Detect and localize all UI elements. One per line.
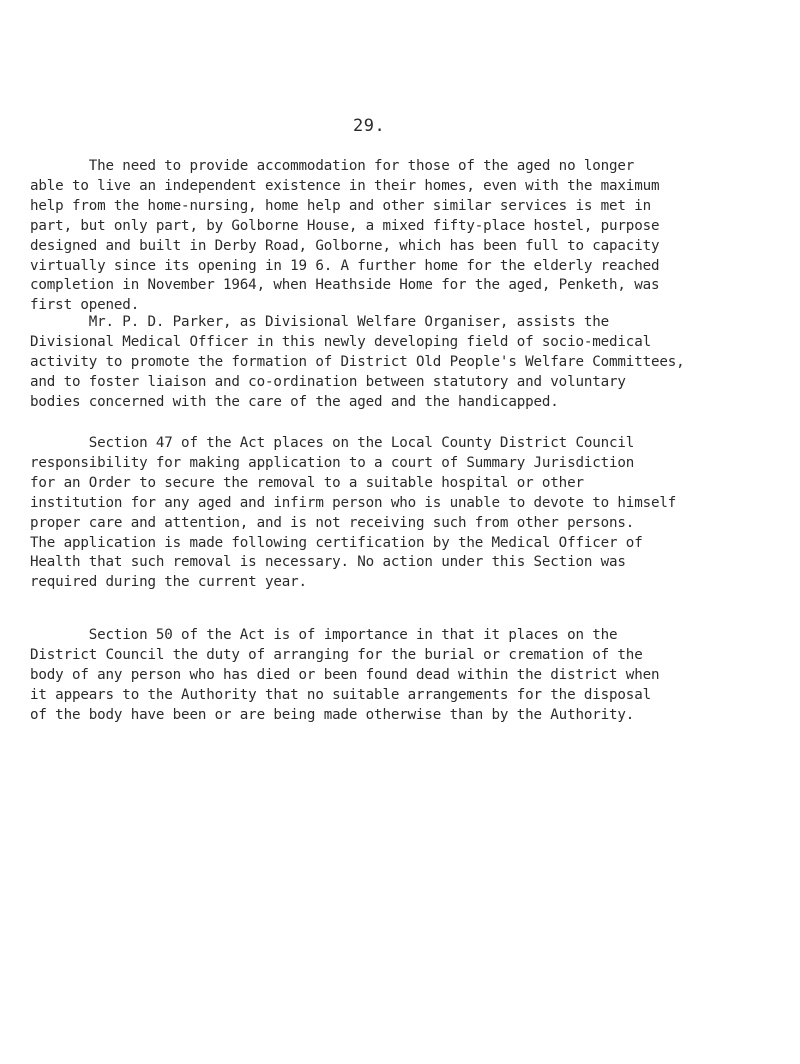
text-line: completion in November 1964, when Heathside Home for the aged, Penketh, was (30, 277, 660, 294)
text-line: of the body have been or are being made otherwise than by the Authority. (30, 706, 635, 723)
text-line: part, but only part, by Golborne House, a mixed fifty-place hostel, purpose (30, 217, 660, 234)
text-line: Mr. P. D. Parker, as Divisional Welfare Organiser, assists the (30, 314, 610, 330)
text-line: able to live an independent existence in their homes, even with the maximum (30, 177, 660, 194)
paragraph-section-50 (30, 626, 790, 726)
text-line: body of any person who has died or been found dead within the district when (30, 666, 660, 683)
text-line: required during the current year. (30, 574, 307, 591)
text-line: Section 47 of the Act places on the Local County District Council (30, 435, 635, 451)
text-line: activity to promote the formation of District Old People's Welfare Committees, (30, 353, 685, 370)
text-line: The application is made following certification by the Medical Officer of (30, 534, 643, 551)
paragraph-section-47 (30, 434, 790, 593)
text-line: for an Order to secure the removal to a suitable hospital or other (30, 474, 584, 491)
text-line: The need to provide accommodation for those of the aged no longer (30, 158, 635, 174)
page-number: 29. (353, 116, 386, 136)
text-line: and to foster liaison and co-ordination between statutory and voluntary (30, 373, 626, 390)
text-line: bodies concerned with the care of the aged and the handicapped. (30, 393, 559, 410)
text-line: it appears to the Authority that no suitable arrangements for the disposal (30, 686, 651, 703)
text-line: institution for any aged and infirm person who is unable to devote to himself (30, 494, 677, 511)
text-line: proper care and attention, and is not receiving such from other persons. (30, 514, 635, 531)
text-line: Divisional Medical Officer in this newly developing field of socio-medical (30, 333, 651, 350)
paragraph-welfare-organiser (30, 313, 790, 413)
text-line: first opened. (30, 297, 140, 314)
text-line: Section 50 of the Act is of importance in that it places on the (30, 627, 618, 643)
text-line: virtually since its opening in 19 6. A further home for the elderly reached (30, 257, 660, 274)
text-line: responsibility for making application to a court of Summary Jurisdiction (30, 454, 635, 471)
text-line: help from the home-nursing, home help and other similar services is met in (30, 197, 651, 214)
paragraph-accommodation (30, 157, 790, 316)
text-line: designed and built in Derby Road, Golborne, which has been full to capacity (30, 237, 660, 254)
text-line: Health that such removal is necessary. No action under this Section was (30, 554, 626, 571)
text-line: District Council the duty of arranging for the burial or cremation of the (30, 646, 643, 663)
